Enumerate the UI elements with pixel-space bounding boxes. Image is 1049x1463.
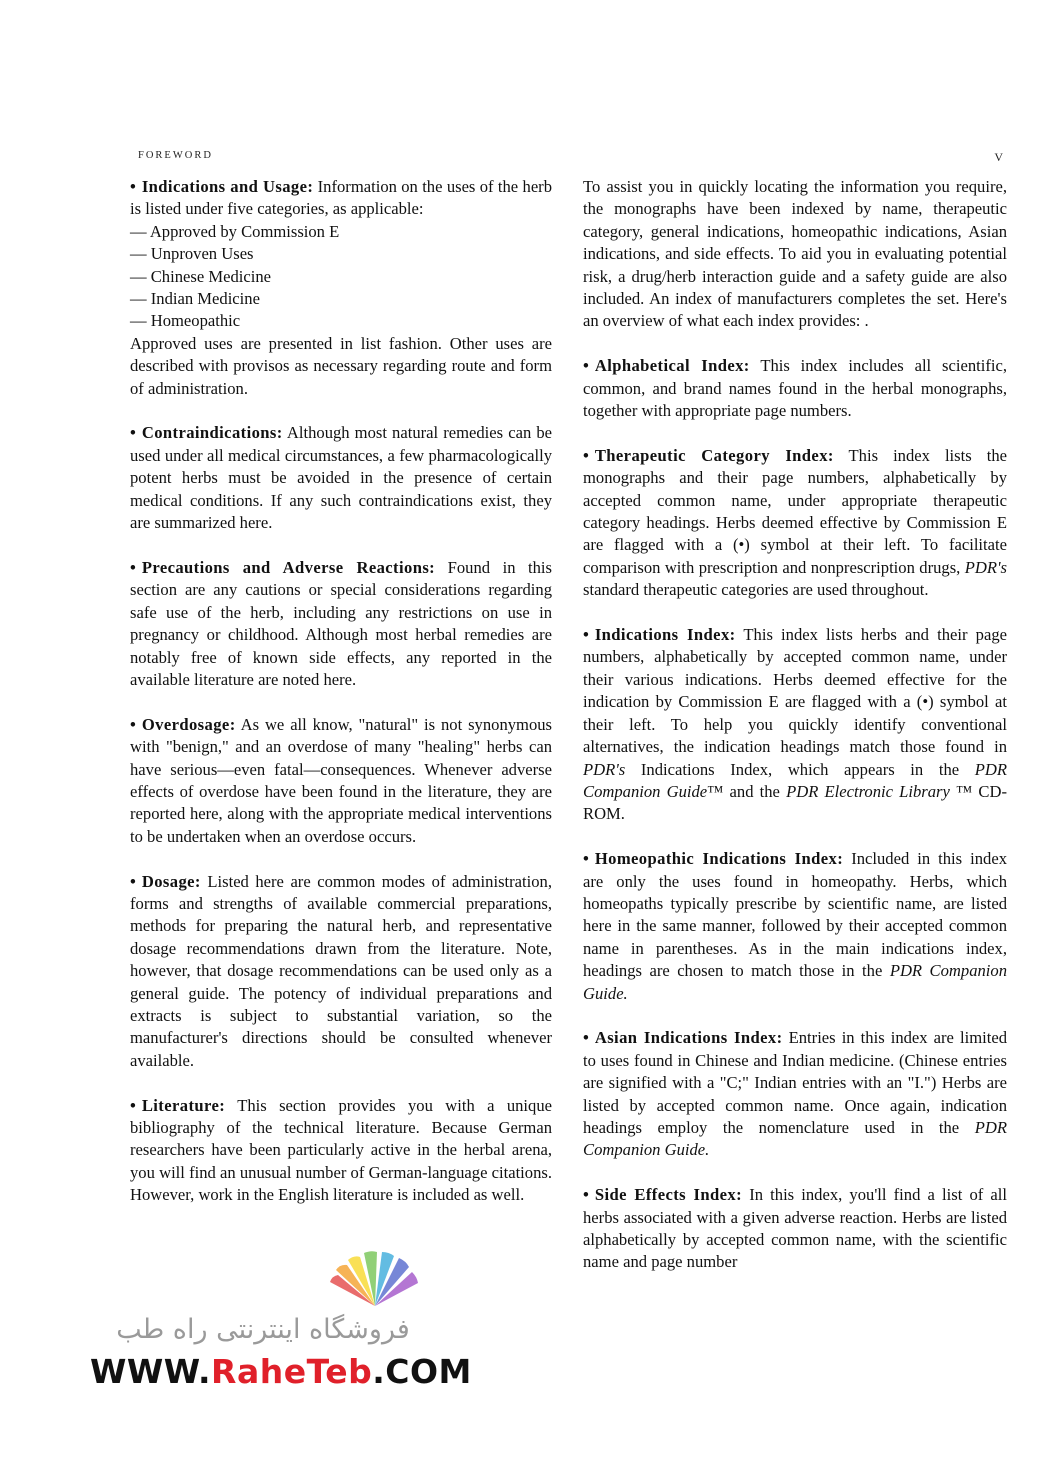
category-list: [130, 221, 552, 333]
list-item: — Unproven Uses: [130, 244, 254, 264]
bullet: •: [130, 714, 136, 734]
list-item: — Approved by Commission E: [130, 221, 340, 241]
section-text: Although most natural remedies can be used under all medical circumstances, a few pharmacologically potent herbs must be avoided in the presence of certain medical conditions. If any such contraindications exist, they are summarized here.: [130, 423, 552, 533]
watermark: [88, 1248, 472, 1398]
section-heading: Therapeutic Category Index:: [594, 445, 834, 465]
section-heading: Indications Index:: [594, 625, 736, 645]
section-text: Indications Index, which appears in the: [640, 759, 960, 779]
section-intro: [583, 176, 1007, 333]
bullet: •: [583, 1028, 589, 1048]
section-text: Listed here are common modes of administration, forms and strengths of available commercial preparations, methods for preparing the natural herb, and representative dosage recommendations drawn from the literature. Note, however, that dosage recommendations can be used only as a general guide. The potency of individual preparations and extracts is subject to substantial variation, so the manufacturer's directions should be consulted whenever available.: [130, 871, 552, 1070]
section-text: This index lists the monographs and their page numbers, alphabetically by accepted common name, under appropriate therapeutic category headings. Herbs deemed effective by Commission E are flagged with a (•) symbol at their left. To facilitate comparison with prescription and nonprescription drugs,: [583, 445, 1007, 577]
section-text: Entries in this index are limited to uses found in Chinese and Indian medicine. (Chinese entries are signified with a "C;" Indian entries with an "I.") Herbs are listed by accepted common name. Once again, indication headings employ the nomenclature used in the: [583, 1028, 1007, 1137]
list-item: — Indian Medicine: [130, 289, 260, 309]
section-heading: Homeopathic Indications Index:: [594, 849, 844, 869]
section-text: This section provides you with a unique bibliography of the technical literature. Because German researchers have been particularly active in the herbal arena, you will find an unusual number of German-language citations. However, work in the English literature is included as well.: [130, 1095, 552, 1205]
right-column: [583, 176, 1007, 1296]
bullet: •: [583, 1185, 589, 1205]
section-heading: Overdosage:: [141, 714, 236, 734]
section-indications-index: [583, 624, 1007, 826]
section-homeopathic-index: [583, 848, 1007, 1005]
bullet: •: [130, 177, 136, 196]
section-text: To assist you in quickly locating the information you require, the monographs have been indexed by name, therapeutic category, general indications, homeopathic indications, Asian indications, and side effects. To aid you in evaluating potential risk, a drug/herb interaction guide and a safety guide are also included. An index of manufacturers completes the set. Here's an overview of what each index provides: .: [583, 177, 1007, 331]
bullet: •: [583, 849, 589, 869]
section-text: Found in this section are any cautions or special considerations regarding safe use of the herb, including any restrictions on use in pregnancy or childhood. Although most herbal remedies are notably free of known side effects, any reported in the available literature are noted here.: [130, 557, 552, 689]
section-emphasis: PDR Companion Guide.: [583, 1117, 1007, 1160]
section-overdosage: [130, 714, 552, 848]
bullet: •: [583, 625, 589, 645]
section-text: This index includes all scientific, common, and brand names found in the herbal monographs, together with appropriate page numbers.: [583, 356, 1007, 421]
section-text: Approved uses are presented in list fashion. Other uses are described with provisos as necessary regarding route and form of administration.: [130, 333, 552, 398]
section-heading: Asian Indications Index:: [594, 1028, 783, 1048]
watermark-url-prefix: WWW.: [90, 1352, 212, 1391]
watermark-store-name: فروشگاه اینترنتی راه طب: [116, 1314, 410, 1345]
section-emphasis: PDR Electronic Library: [786, 781, 950, 801]
section-heading: Indications and Usage:: [141, 177, 314, 196]
watermark-url: [90, 1352, 472, 1391]
section-contraindications: [130, 422, 552, 534]
section-emphasis: PDR Companion Guide: [583, 759, 1008, 801]
section-indications: [130, 176, 552, 400]
section-emphasis: PDR Companion Guide.: [583, 961, 1007, 1003]
section-text: ™ and the: [707, 781, 780, 801]
section-text: ™ CD-ROM.: [583, 781, 1007, 824]
watermark-url-suffix: .COM: [372, 1352, 472, 1391]
watermark-url-brand: RaheTeb: [211, 1352, 373, 1391]
bullet: •: [583, 356, 589, 376]
running-head-left: FOREWORD: [138, 150, 213, 161]
list-item: — Chinese Medicine: [130, 266, 272, 286]
section-text: standard therapeutic categories are used throughout.: [583, 580, 929, 600]
section-heading: Literature:: [141, 1095, 226, 1115]
section-literature: [130, 1095, 552, 1207]
section-side-effects-index: [583, 1184, 1007, 1274]
bullet: •: [130, 423, 136, 443]
section-text: As we all know, "natural" is not synonymous with "benign," and an overdose of many "healing" herbs can have serious—even fatal—consequences. Whenever adverse effects of overdose have been found in the literature, they are reported here, along with the appropriate medical interventions to be undertaken when an overdose occurs.: [130, 714, 552, 846]
page-number: V: [994, 150, 1003, 164]
section-asian-index: [583, 1027, 1007, 1161]
section-text: Included in this index are only the uses found in homeopathy. Herbs, which homeopaths typically prescribe by scientific name, are listed here in the same manner, followed by their accepted common name in parentheses. As in the main indications index, headings are chosen to match those in the: [583, 849, 1007, 981]
section-text: In this index, you'll find a list of all herbs associated with a given adverse reaction. Herbs are listed alphabetically by accepted common name, with the scientific name and page number: [583, 1185, 1007, 1272]
list-item: — Homeopathic: [130, 311, 241, 331]
section-emphasis: PDR's: [583, 759, 626, 779]
book-fan-logo-icon: [320, 1248, 430, 1310]
section-emphasis: PDR's: [964, 557, 1007, 577]
section-heading: Precautions and Adverse Reactions:: [141, 557, 436, 577]
section-text: Information on the uses of the herb is listed under five categories, as applicable:: [130, 177, 553, 219]
bullet: •: [130, 871, 136, 891]
section-precautions: [130, 557, 552, 691]
section-heading: Alphabetical Index:: [594, 356, 750, 376]
section-text: This index lists herbs and their page numbers, alphabetically by accepted common name, under their various indications. Herbs deemed effective for the indication by Commission E are flagged with a (•) symbol at their left. To help you quickly identify conventional alternatives, the indication headings match those found in: [583, 625, 1007, 757]
section-therapeutic-index: [583, 445, 1007, 602]
bullet: •: [130, 1095, 136, 1115]
bullet: •: [130, 557, 136, 577]
bullet: •: [583, 445, 589, 465]
section-heading: Side Effects Index:: [594, 1185, 743, 1205]
section-heading: Dosage:: [141, 871, 201, 891]
section-heading: Contraindications:: [141, 423, 283, 443]
left-column: [130, 176, 552, 1229]
section-alphabetical-index: [583, 355, 1007, 422]
section-dosage: [130, 871, 552, 1073]
